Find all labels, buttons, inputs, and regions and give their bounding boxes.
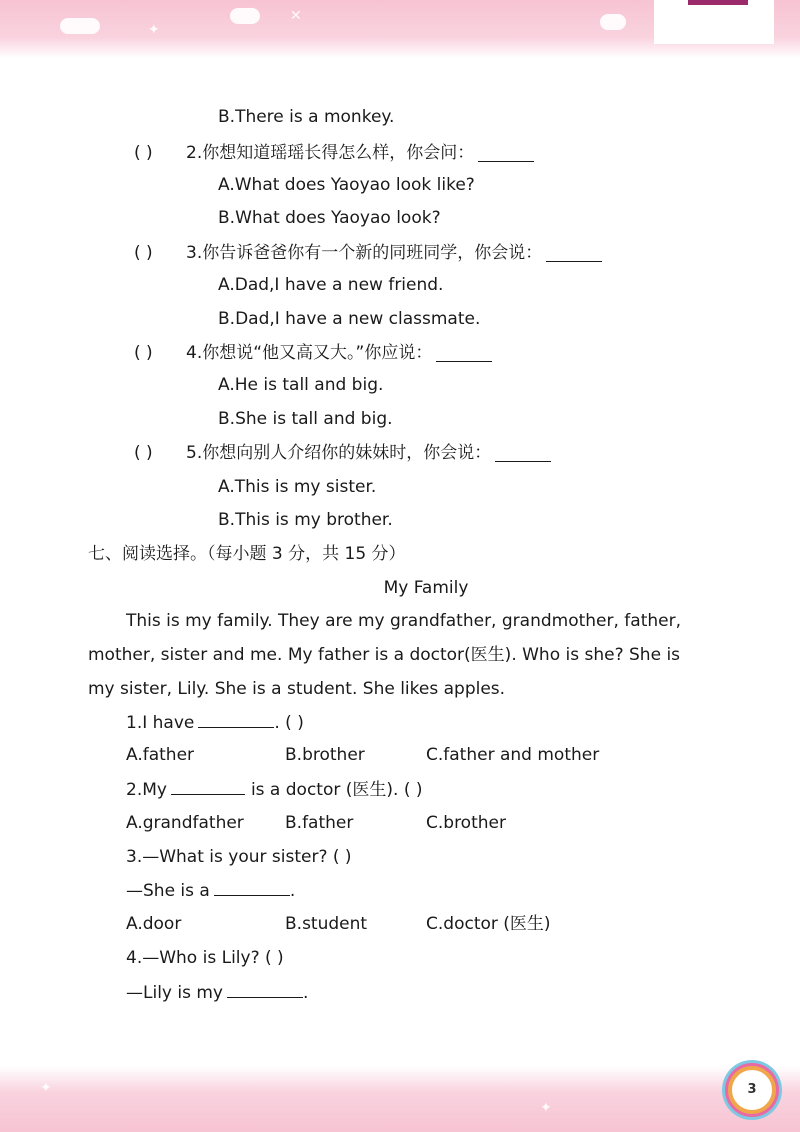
answer-parens[interactable]: ( ) bbox=[134, 143, 153, 163]
reading-question-3-answer bbox=[126, 879, 295, 902]
passage-line: mother, sister and me. My father is a doctor(医生). Who is she? She is bbox=[88, 645, 681, 665]
answer-parens[interactable]: ( ) bbox=[134, 243, 153, 263]
question-text: 1.I have bbox=[126, 713, 195, 733]
star-icon: ✦ bbox=[540, 1100, 552, 1116]
cloud-decoration bbox=[600, 14, 626, 30]
question-text: . bbox=[303, 983, 309, 1003]
answer-blank[interactable] bbox=[546, 245, 602, 262]
question-text: . ( ) bbox=[274, 713, 304, 733]
page-number-badge: 3 bbox=[728, 1066, 776, 1114]
question-text: 5.你想向别人介绍你的妹妹时，你会说： bbox=[186, 443, 492, 463]
q1-option-c: C.father and mother bbox=[426, 745, 600, 765]
passage-line: my sister, Lily. She is a student. She likes apples. bbox=[88, 679, 506, 699]
question-text: —Lily is my bbox=[126, 983, 223, 1003]
star-icon: ✕ bbox=[290, 8, 302, 24]
question-text: 2.My bbox=[126, 780, 167, 800]
q1-option-b: B.brother bbox=[285, 745, 365, 765]
q1-option-a: A.father bbox=[126, 745, 195, 765]
section-heading: 七、阅读选择。（每小题 3 分，共 15 分） bbox=[88, 544, 406, 564]
star-icon: ✦ bbox=[148, 22, 160, 38]
answer-blank[interactable] bbox=[436, 345, 492, 362]
passage-line: This is my family. They are my grandfather, grandmother, father, bbox=[126, 611, 681, 631]
q3-option-c: C.doctor (医生) bbox=[426, 914, 551, 934]
q3-option-b: B.Dad,I have a new classmate. bbox=[218, 309, 481, 329]
reading-question-2 bbox=[126, 778, 423, 801]
question-2 bbox=[134, 142, 534, 164]
cloud-decoration bbox=[230, 8, 260, 24]
question-5 bbox=[134, 442, 551, 464]
q2-option-c: C.brother bbox=[426, 813, 506, 833]
passage-title: My Family bbox=[383, 578, 469, 598]
header-tab bbox=[654, 0, 774, 44]
q2-option-a: A.grandfather bbox=[126, 813, 244, 833]
q5-option-b: B.This is my brother. bbox=[218, 510, 393, 530]
question-text: 4.你想说“他又高又大。”你应说： bbox=[186, 343, 433, 363]
question-4 bbox=[134, 342, 492, 364]
answer-parens[interactable]: ( ) bbox=[134, 343, 153, 363]
q4-option-a: A.He is tall and big. bbox=[218, 375, 384, 395]
question-text: is a doctor (医生). ( ) bbox=[250, 780, 423, 800]
answer-blank[interactable] bbox=[495, 445, 551, 462]
answer-parens[interactable]: ( ) bbox=[134, 443, 153, 463]
q2-option-b: B.What does Yaoyao look? bbox=[218, 208, 441, 228]
q5-option-a: A.This is my sister. bbox=[218, 477, 377, 497]
cloud-decoration bbox=[60, 18, 100, 34]
q3-option-a: A.door bbox=[126, 914, 182, 934]
q2-option-b: B.father bbox=[285, 813, 354, 833]
answer-blank[interactable] bbox=[227, 981, 303, 998]
reading-question-3: 3.—What is your sister? ( ) bbox=[126, 847, 352, 867]
q4-option-b: B.She is tall and big. bbox=[218, 409, 393, 429]
question-text: —She is a bbox=[126, 881, 210, 901]
answer-blank[interactable] bbox=[171, 778, 245, 795]
question-text: . bbox=[289, 881, 296, 901]
star-icon: ✦ bbox=[40, 1080, 52, 1096]
q1-option-b: B.There is a monkey. bbox=[218, 107, 395, 127]
q2-option-a: A.What does Yaoyao look like? bbox=[218, 175, 475, 195]
q3-option-b: B.student bbox=[285, 914, 368, 934]
question-text: 2.你想知道瑶瑶长得怎么样，你会问： bbox=[186, 143, 475, 163]
answer-blank[interactable] bbox=[198, 711, 274, 728]
answer-blank[interactable] bbox=[478, 145, 534, 162]
header-accent bbox=[688, 0, 748, 5]
reading-question-4-answer bbox=[126, 981, 308, 1004]
question-3 bbox=[134, 242, 602, 264]
answer-blank[interactable] bbox=[214, 879, 290, 896]
reading-question-4: 4.—Who is Lily? ( ) bbox=[126, 948, 284, 968]
reading-question-1 bbox=[126, 711, 304, 734]
q3-option-a: A.Dad,I have a new friend. bbox=[218, 275, 444, 295]
footer-decoration bbox=[0, 1066, 800, 1132]
question-text: 3.你告诉爸爸你有一个新的同班同学，你会说： bbox=[186, 243, 543, 263]
